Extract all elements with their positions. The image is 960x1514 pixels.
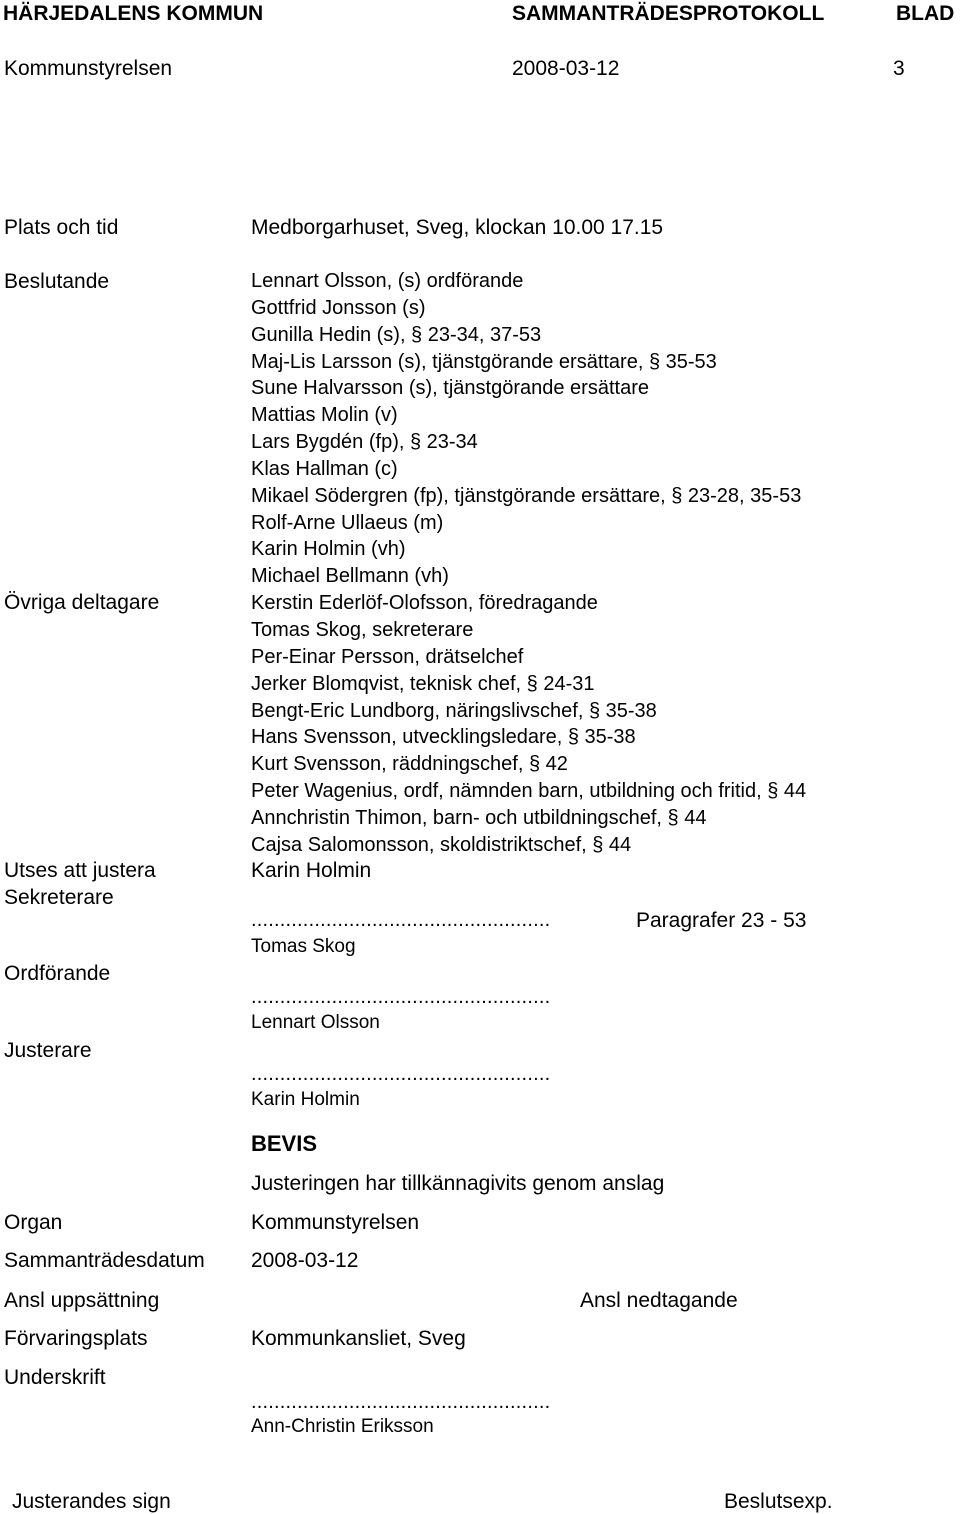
municipality-name: HÄRJEDALENS KOMMUN [3, 2, 264, 25]
plats-value: Medborgarhuset, Sveg, klockan 10.00 17.15 [251, 216, 664, 239]
ansl-uppsattning-label: Ansl uppsättning [4, 1289, 160, 1312]
justerare-label: Justerare [4, 1039, 92, 1062]
beslutande-item: Rolf-Arne Ullaeus (m) [251, 511, 444, 534]
utses-value: Karin Holmin [251, 859, 372, 882]
paragrafer-range: Paragrafer 23 - 53 [636, 909, 807, 932]
ovriga-item: Kurt Svensson, räddningschef, § 42 [251, 753, 568, 776]
justerare-name: Karin Holmin [251, 1089, 360, 1110]
ovriga-item: Jerker Blomqvist, teknisk chef, § 24-31 [251, 672, 595, 695]
ordforande-label: Ordförande [4, 962, 111, 985]
blad-label: BLAD [896, 2, 955, 25]
ansl-nedtagande-label: Ansl nedtagande [580, 1289, 738, 1312]
ovriga-item: Cajsa Salomonsson, skoldistriktschef, § 44 [251, 833, 632, 856]
underskrift-name: Ann-Christin Eriksson [251, 1416, 434, 1437]
sammantradesdatum-label: Sammanträdesdatum [4, 1249, 205, 1272]
organ-value: Kommunstyrelsen [251, 1211, 420, 1234]
sammantradesdatum-value: 2008-03-12 [251, 1249, 359, 1272]
ordforande-signature-line: .................................................... [251, 986, 551, 1008]
committee-name: Kommunstyrelsen [4, 57, 173, 80]
beslutande-label: Beslutande [4, 270, 110, 293]
beslutande-item: Lars Bygdén (fp), § 23-34 [251, 431, 478, 454]
ovriga-item: Peter Wagenius, ordf, nämnden barn, utbildning och fritid, § 44 [251, 780, 807, 803]
ovriga-item: Kerstin Ederlöf-Olofsson, föredragande [251, 592, 598, 615]
beslutande-item: Klas Hallman (c) [251, 457, 398, 480]
ovriga-item: Annchristin Thimon, barn- och utbildningschef, § 44 [251, 806, 707, 829]
beslutande-item: Michael Bellmann (vh) [251, 565, 449, 588]
beslutsexp-label: Beslutsexp. [724, 1490, 833, 1513]
underskrift-signature-line: .................................................... [251, 1391, 551, 1413]
beslutande-item: Karin Holmin (vh) [251, 538, 406, 561]
participants-list [251, 268, 806, 859]
sekreterare-signature-line: .................................................... [251, 909, 551, 931]
bevis-title: BEVIS [251, 1131, 318, 1156]
beslutande-item: Gottfrid Jonsson (s) [251, 296, 426, 319]
forvaringsplats-value: Kommunkansliet, Sveg [251, 1327, 466, 1350]
sekreterare-name: Tomas Skog [251, 936, 356, 957]
beslutande-item: Maj-Lis Larsson (s), tjänstgörande ersättare, § 35-53 [251, 350, 717, 373]
sekreterare-label: Sekreterare [4, 886, 114, 909]
beslutande-item: Gunilla Hedin (s), § 23-34, 37-53 [251, 323, 542, 346]
beslutande-item: Mikael Södergren (fp), tjänstgörande ersättare, § 23-28, 35-53 [251, 484, 802, 507]
beslutande-item: Lennart Olsson, (s) ordförande [251, 270, 524, 292]
ordforande-name: Lennart Olsson [251, 1012, 380, 1033]
ovriga-item: Per-Einar Persson, drätselchef [251, 645, 524, 668]
ovriga-item: Hans Svensson, utvecklingsledare, § 35-38 [251, 726, 636, 749]
ovriga-label: Övriga deltagare [4, 591, 160, 614]
ovriga-item: Bengt-Eric Lundborg, näringslivschef, § 35-38 [251, 699, 657, 722]
beslutande-item: Mattias Molin (v) [251, 404, 398, 427]
document-type: SAMMANTRÄDESPROTOKOLL [512, 2, 825, 25]
forvaringsplats-label: Förvaringsplats [4, 1327, 148, 1350]
ovriga-item: Tomas Skog, sekreterare [251, 618, 474, 641]
justerandes-sign-label: Justerandes sign [12, 1490, 171, 1513]
organ-label: Organ [4, 1211, 63, 1234]
plats-label: Plats och tid [4, 216, 119, 239]
page-number: 3 [893, 57, 905, 80]
meeting-date: 2008-03-12 [512, 57, 620, 80]
underskrift-label: Underskrift [4, 1366, 106, 1389]
utses-label: Utses att justera [4, 859, 156, 882]
justerare-signature-line: .................................................... [251, 1063, 551, 1085]
bevis-text: Justeringen har tillkännagivits genom anslag [251, 1172, 665, 1195]
beslutande-item: Sune Halvarsson (s), tjänstgörande ersättare [251, 377, 649, 400]
